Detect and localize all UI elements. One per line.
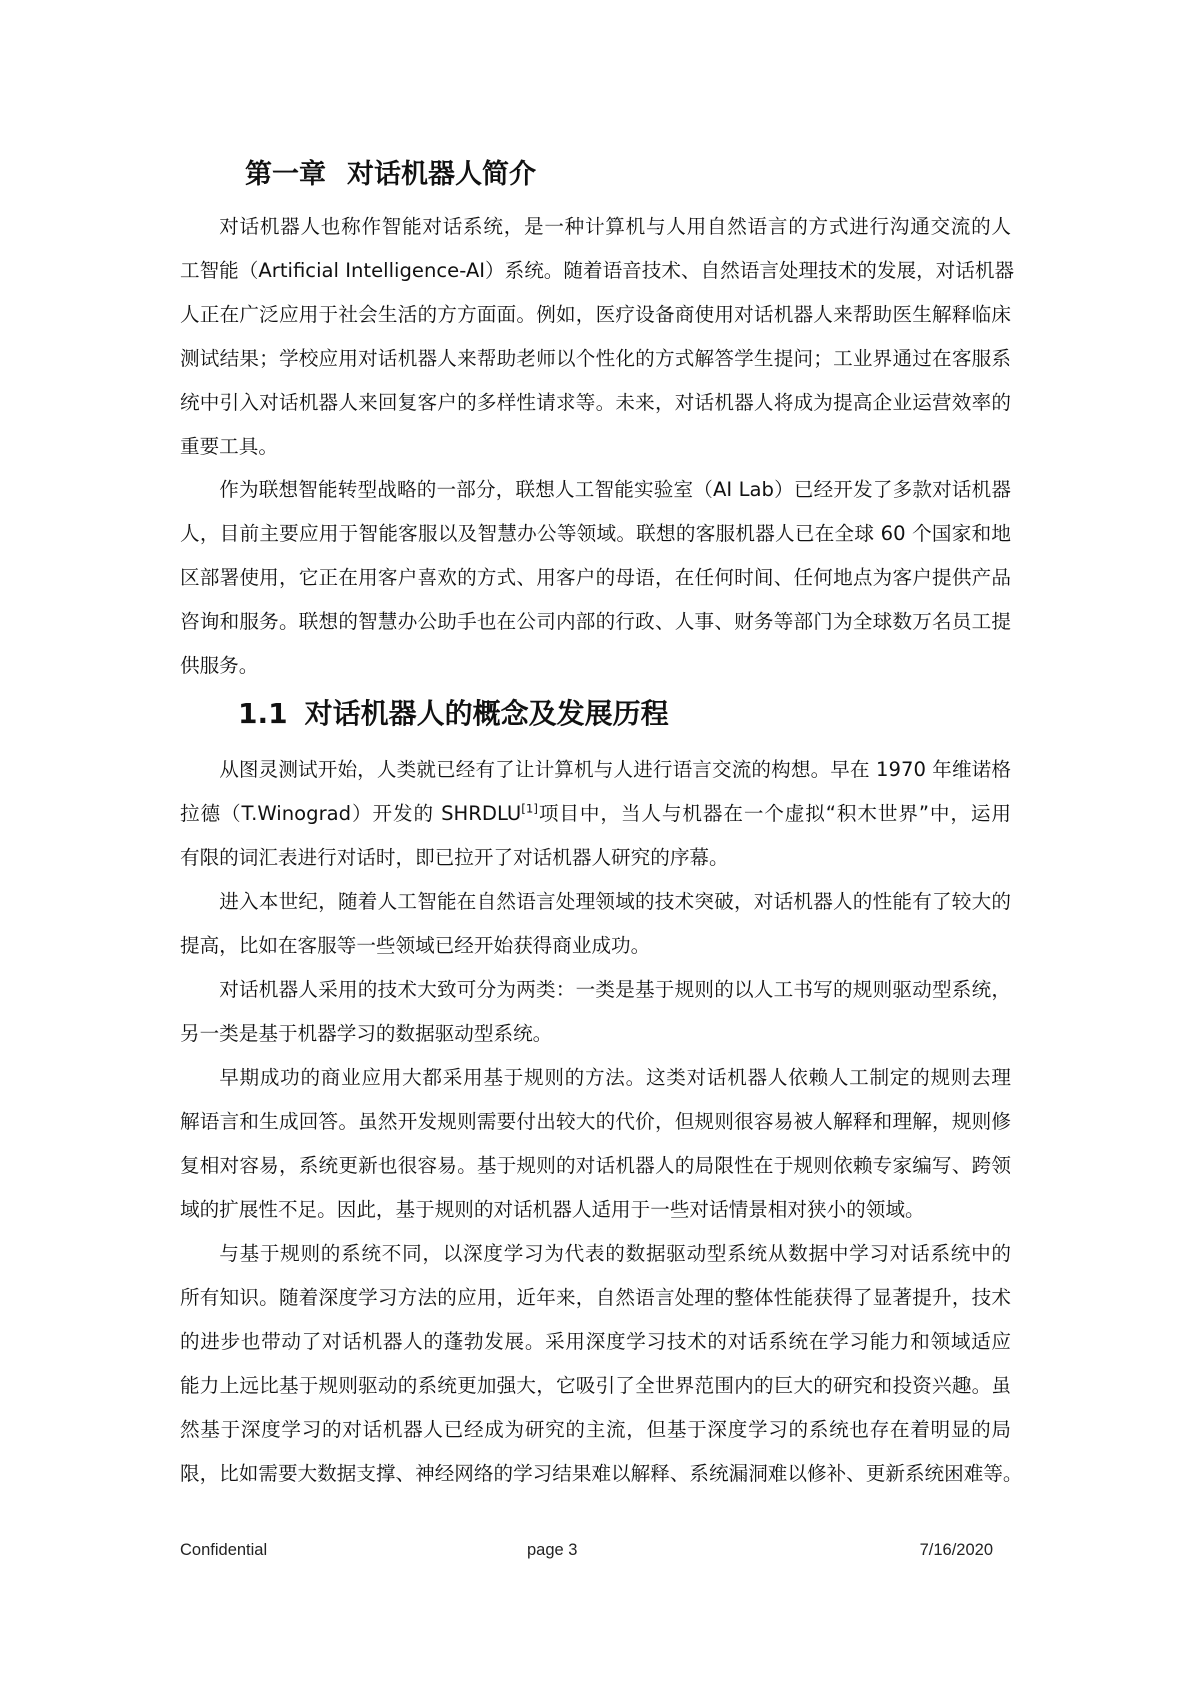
paragraph-line: 能力上远比基于规则驱动的系统更加强大，它吸引了全世界范围内的巨大的研究和投资兴趣。虽	[180, 1374, 1011, 1397]
chapter-number: 第一章	[245, 159, 326, 190]
footer-date: 7/16/2020	[919, 1541, 993, 1559]
paragraph-line: 作为联想智能转型战略的一部分，联想人工智能实验室（AI Lab）已经开发了多款对话机器	[219, 478, 1011, 502]
chapter-heading	[245, 153, 536, 197]
paragraph-line: 咨询和服务。联想的智慧办公助手也在公司内部的行政、人事、财务等部门为全球数万名员工提	[180, 610, 1011, 634]
paragraph-line: 从图灵测试开始，人类就已经有了让计算机与人进行语言交流的构想。早在 1970 年维诺格	[219, 758, 1011, 781]
paragraph-line: 另一类是基于机器学习的数据驱动型系统。	[180, 1022, 553, 1045]
paragraph-line: 测试结果；学校应用对话机器人来帮助老师以个性化的方式解答学生提问；工业界通过在客服系	[180, 346, 1011, 370]
section-number: 1.1	[238, 697, 288, 730]
section-title: 对话机器人的概念及发展历程	[304, 697, 669, 730]
intro-body	[180, 205, 1015, 688]
paragraph	[180, 748, 1011, 880]
paragraph-line: 提高，比如在客服等一些领域已经开始获得商业成功。	[180, 934, 651, 957]
section-body	[180, 748, 1023, 1496]
paragraph	[180, 968, 1011, 1056]
section-heading	[238, 692, 669, 736]
paragraph	[180, 468, 1011, 688]
line-text: 拉德（T.Winograd）开发的 SHRDLU	[180, 802, 522, 825]
footer-page-number: page 3	[527, 1541, 578, 1559]
paragraph	[180, 205, 1015, 468]
paragraph-line: 人，目前主要应用于智能客服以及智慧办公等领域。联想的客服机器人已在全球 60 个国家和地	[180, 522, 1011, 546]
paragraph-line: 复相对容易，系统更新也很容易。基于规则的对话机器人的局限性在于规则依赖专家编写、跨领	[180, 1154, 1011, 1177]
footer-confidential: Confidential	[180, 1541, 268, 1559]
paragraph-line: 区部署使用，它正在用客户喜欢的方式、用客户的母语，在任何时间、任何地点为客户提供产品	[180, 566, 1011, 590]
paragraph-line: 对话机器人采用的技术大致可分为两类：一类是基于规则的以人工书写的规则驱动型系统，	[219, 978, 1011, 1001]
paragraph	[180, 1056, 1011, 1232]
chapter-title: 对话机器人简介	[347, 159, 536, 190]
paragraph-line: 人正在广泛应用于社会生活的方方面面。例如，医疗设备商使用对话机器人来帮助医生解释临床	[180, 302, 1011, 326]
paragraph-line: 的进步也带动了对话机器人的蓬勃发展。采用深度学习技术的对话系统在学习能力和领域适应	[180, 1330, 1011, 1353]
paragraph-line: 统中引入对话机器人来回复客户的多样性请求等。未来，对话机器人将成为提高企业运营效率的	[180, 390, 1011, 414]
citation-reference[interactable]: [1]	[521, 801, 538, 816]
paragraph-line: 限，比如需要大数据支撑、神经网络的学习结果难以解释、系统漏洞难以修补、更新系统困难等。	[180, 1462, 1023, 1485]
paragraph-line: 解语言和生成回答。虽然开发规则需要付出较大的代价，但规则很容易被人解释和理解，规则修	[180, 1110, 1011, 1133]
paragraph-line: 工智能（Artificial Intelligence-AI）系统。随着语音技术、自然语言处理技术的发展，对话机器	[180, 258, 1015, 282]
line-text: 项目中，当人与机器在一个虚拟“积木世界”中，运用	[537, 802, 1011, 825]
paragraph-line: 与基于规则的系统不同，以深度学习为代表的数据驱动型系统从数据中学习对话系统中的	[219, 1242, 1011, 1265]
paragraph-line: 域的扩展性不足。因此，基于规则的对话机器人适用于一些对话情景相对狭小的领域。	[180, 1198, 925, 1221]
paragraph-line: 有限的词汇表进行对话时，即已拉开了对话机器人研究的序幕。	[180, 846, 729, 869]
paragraph-line: 然基于深度学习的对话机器人已经成为研究的主流，但基于深度学习的系统也存在着明显的局	[180, 1418, 1011, 1441]
paragraph-line: 供服务。	[180, 654, 259, 678]
paragraph-line: 重要工具。	[180, 434, 278, 458]
paragraph	[180, 880, 1011, 968]
paragraph-line: 早期成功的商业应用大都采用基于规则的方法。这类对话机器人依赖人工制定的规则去理	[219, 1066, 1011, 1089]
paragraph-line	[180, 792, 1011, 836]
paragraph	[180, 1232, 1023, 1496]
paragraph-line: 对话机器人也称作智能对话系统，是一种计算机与人用自然语言的方式进行沟通交流的人	[219, 215, 1011, 238]
paragraph-line: 所有知识。随着深度学习方法的应用，近年来，自然语言处理的整体性能获得了显著提升，技术	[180, 1286, 1011, 1309]
paragraph-line: 进入本世纪，随着人工智能在自然语言处理领域的技术突破，对话机器人的性能有了较大的	[219, 890, 1011, 913]
